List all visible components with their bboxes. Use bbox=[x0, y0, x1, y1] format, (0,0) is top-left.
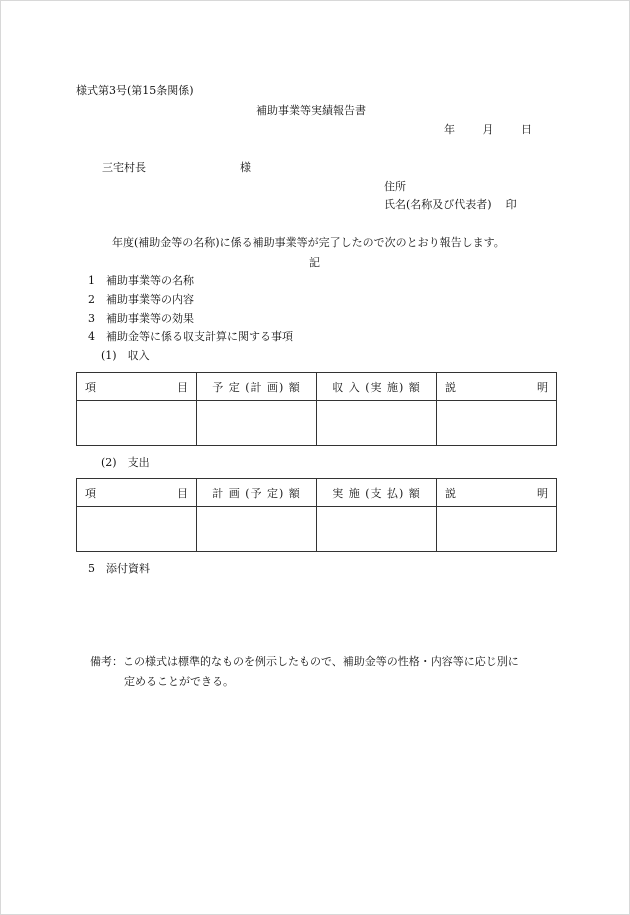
table-header-row bbox=[77, 373, 557, 401]
ki-heading: 記 bbox=[309, 256, 320, 269]
table-cell[interactable] bbox=[317, 507, 437, 552]
seal-mark: 印 bbox=[505, 198, 517, 211]
list-item: 3 補助事業等の効果 bbox=[88, 312, 194, 325]
header-actual-amount: 収 入 (実 施) 額 bbox=[317, 373, 437, 401]
addressee bbox=[102, 161, 251, 175]
expense-table bbox=[76, 478, 557, 552]
date-year: 年 bbox=[444, 123, 455, 136]
expense-subheading: (2) 支出 bbox=[101, 456, 150, 469]
header-description: 説 明 bbox=[437, 479, 557, 507]
table-cell[interactable] bbox=[197, 507, 317, 552]
table-cell[interactable] bbox=[77, 507, 197, 552]
list-item: 2 補助事業等の内容 bbox=[88, 293, 194, 306]
name-label: 氏名(名称及び代表者) bbox=[384, 198, 492, 211]
list-item: 1 補助事業等の名称 bbox=[88, 274, 194, 287]
table-cell[interactable] bbox=[437, 507, 557, 552]
date-day: 日 bbox=[521, 123, 532, 136]
table-row bbox=[77, 507, 557, 552]
table-cell[interactable] bbox=[77, 401, 197, 446]
remark-line-2: 定めることができる。 bbox=[124, 675, 234, 688]
header-item: 項 目 bbox=[77, 373, 197, 401]
addressee-name: 三宅村長 bbox=[102, 161, 146, 174]
remark-line-1: 備考：この様式は標準的なものを例示したもので、補助金等の性格・内容等に応じ別に bbox=[90, 655, 519, 668]
report-statement: 年度(補助金等の名称)に係る補助事業等が完了したので次のとおり報告します。 bbox=[112, 236, 505, 249]
addressee-suffix: 様 bbox=[240, 161, 251, 174]
name-line bbox=[384, 198, 517, 212]
header-description: 説 明 bbox=[437, 373, 557, 401]
income-table bbox=[76, 372, 557, 446]
header-planned-amount: 予 定 (計 画) 額 bbox=[197, 373, 317, 401]
form-number: 様式第3号(第15条関係) bbox=[76, 84, 194, 97]
table-cell[interactable] bbox=[317, 401, 437, 446]
date-line bbox=[444, 123, 532, 137]
table-cell[interactable] bbox=[437, 401, 557, 446]
document-title: 補助事業等実績報告書 bbox=[256, 104, 366, 117]
table-header-row bbox=[77, 479, 557, 507]
table-row bbox=[77, 401, 557, 446]
header-planned-amount: 計 画 (予 定) 額 bbox=[197, 479, 317, 507]
list-item: 4 補助金等に係る収支計算に関する事項 bbox=[88, 330, 293, 343]
address-label: 住所 bbox=[384, 180, 406, 193]
table-cell[interactable] bbox=[197, 401, 317, 446]
header-actual-amount: 実 施 (支 払) 額 bbox=[317, 479, 437, 507]
header-item: 項 目 bbox=[77, 479, 197, 507]
list-item: 5 添付資料 bbox=[88, 562, 150, 575]
date-month: 月 bbox=[482, 123, 494, 136]
income-subheading: (1) 収入 bbox=[101, 349, 150, 362]
